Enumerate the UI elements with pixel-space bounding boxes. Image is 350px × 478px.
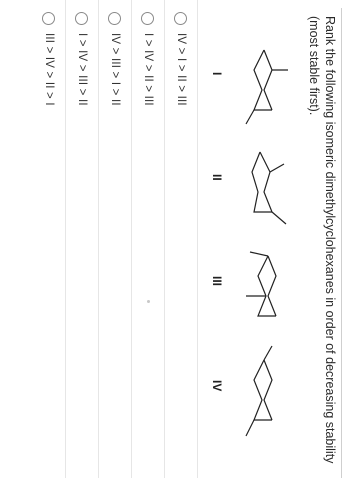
stray-mark [147, 300, 150, 303]
radio-button[interactable] [43, 12, 56, 25]
molecule-label-iii: III [210, 276, 224, 287]
molecule-iv-structure [246, 346, 272, 436]
molecule-ii-structure [252, 152, 286, 224]
molecule-iii-structure [246, 252, 276, 316]
molecule-structures [224, 40, 294, 460]
question-text: Rank the following isomeric dimethylcyclohexanes in order of decreasing stability (most stable first). [307, 16, 337, 464]
answer-option[interactable] [99, 0, 132, 478]
option-label: IV > I > II > III [175, 33, 187, 106]
answer-option[interactable] [33, 0, 66, 478]
answer-options [33, 0, 198, 478]
radio-button[interactable] [175, 12, 188, 25]
radio-button[interactable] [109, 12, 122, 25]
answer-option[interactable] [132, 0, 165, 478]
molecule-label-iv: IV [210, 380, 224, 392]
radio-button[interactable] [76, 12, 89, 25]
radio-button[interactable] [142, 12, 155, 25]
option-label: I > IV > II > III [142, 33, 154, 106]
answer-option[interactable] [66, 0, 99, 478]
panel-border [341, 8, 342, 478]
molecule-label-ii: II [210, 174, 224, 181]
option-label: IV > III > I > II [109, 33, 121, 106]
answer-option[interactable] [165, 0, 198, 478]
molecule-i-structure [246, 50, 288, 124]
option-label: III > IV > II > I [43, 33, 55, 106]
option-label: I > IV > III > II [76, 33, 88, 106]
molecule-label-i: I [210, 72, 224, 76]
